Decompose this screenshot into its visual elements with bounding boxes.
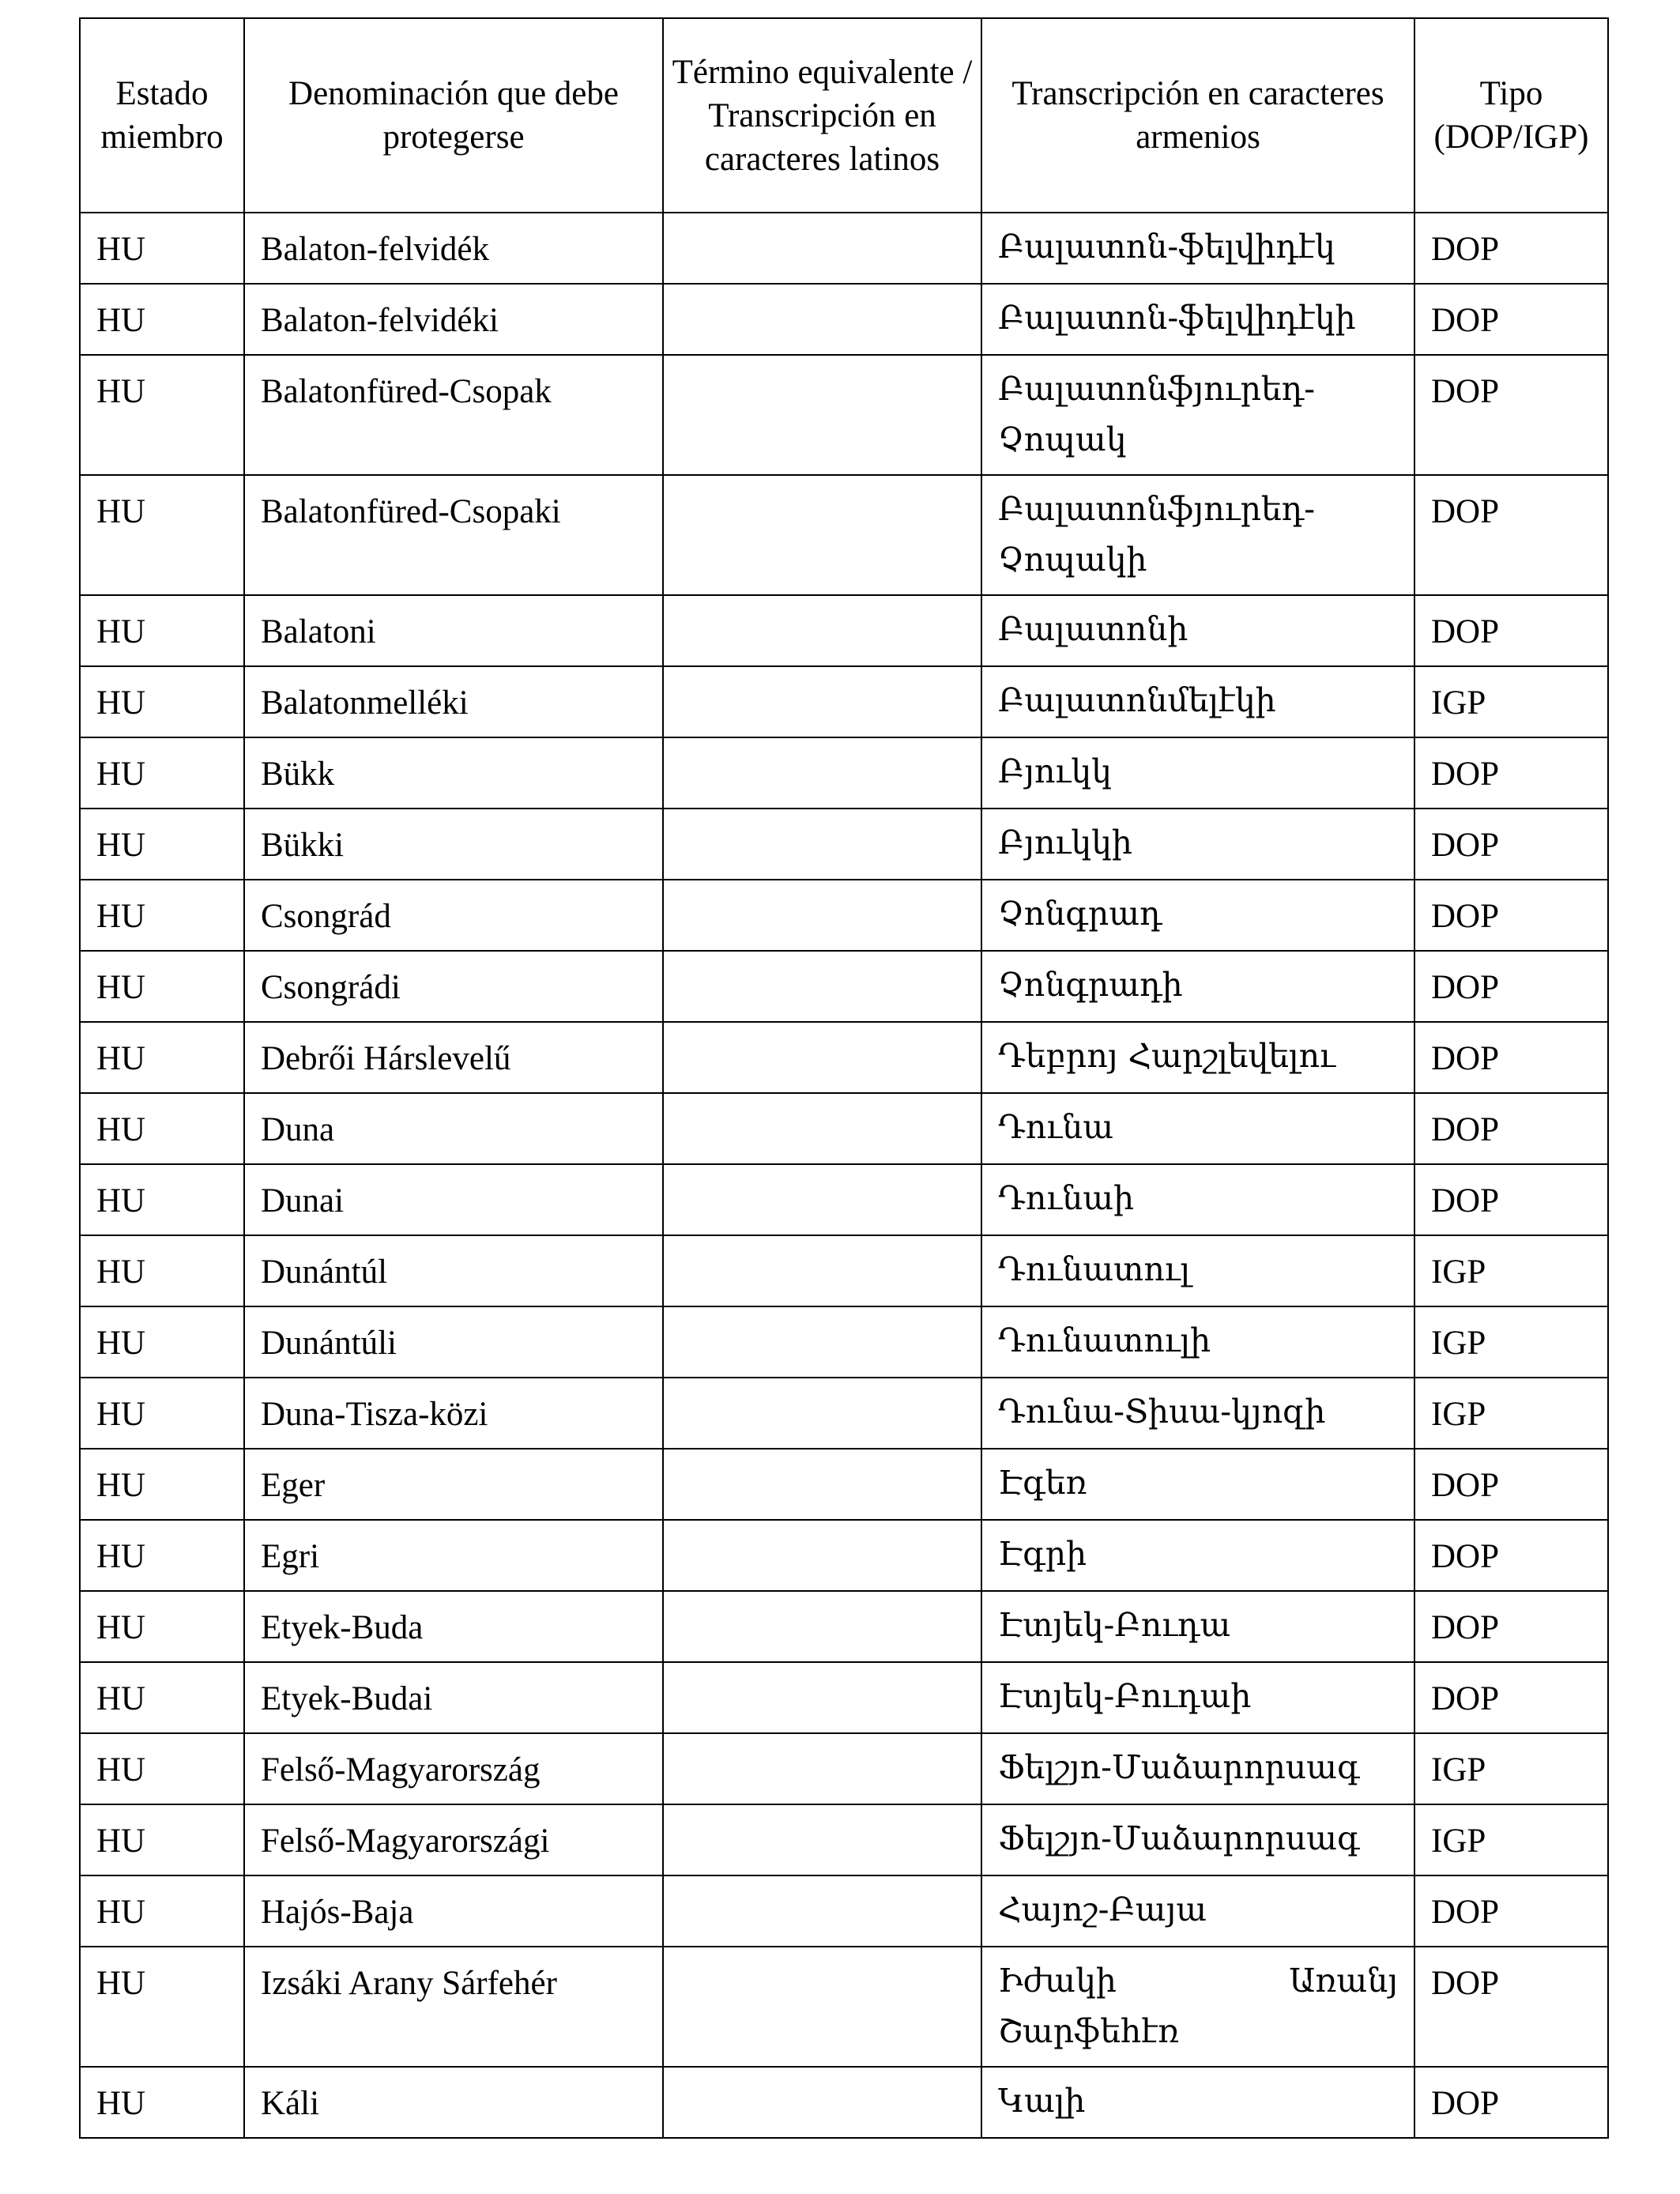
header-member-state: Estado miembro xyxy=(80,18,244,213)
cell-member-state: HU xyxy=(80,809,244,880)
cell-armenian-transcription: Էգրի xyxy=(981,1520,1414,1591)
header-armenian-transcription: Transcripción en caracteres armenios xyxy=(981,18,1414,213)
table-header xyxy=(80,18,1608,213)
cell-latin-equivalent xyxy=(663,1520,981,1591)
cell-latin-equivalent xyxy=(663,1662,981,1733)
table-row xyxy=(80,1093,1608,1164)
cell-type: DOP xyxy=(1414,2067,1608,2138)
cell-latin-equivalent xyxy=(663,1804,981,1875)
cell-type: DOP xyxy=(1414,1449,1608,1520)
cell-type: DOP xyxy=(1414,880,1608,951)
table-row xyxy=(80,1804,1608,1875)
header-designation: Denominación que debe protegerse xyxy=(244,18,663,213)
cell-latin-equivalent xyxy=(663,1378,981,1449)
cell-designation: Hajós-Baja xyxy=(244,1875,663,1947)
cell-member-state: HU xyxy=(80,1022,244,1093)
cell-designation: Felső-Magyarország xyxy=(244,1733,663,1804)
cell-member-state: HU xyxy=(80,2067,244,2138)
cell-type: DOP xyxy=(1414,1875,1608,1947)
header-type: Tipo (DOP/IGP) xyxy=(1414,18,1608,213)
header-row xyxy=(80,18,1608,213)
cell-type: IGP xyxy=(1414,1804,1608,1875)
cell-member-state: HU xyxy=(80,951,244,1022)
cell-armenian-transcription: Իժակի Առանյ Շարֆեհէռ xyxy=(981,1947,1414,2067)
cell-armenian-transcription: Դունատուլի xyxy=(981,1306,1414,1378)
cell-designation: Etyek-Budai xyxy=(244,1662,663,1733)
cell-designation: Csongrádi xyxy=(244,951,663,1022)
cell-armenian-transcription: Կալի xyxy=(981,2067,1414,2138)
cell-latin-equivalent xyxy=(663,1306,981,1378)
cell-member-state: HU xyxy=(80,737,244,809)
cell-type: DOP xyxy=(1414,213,1608,284)
cell-member-state: HU xyxy=(80,1662,244,1733)
cell-member-state: HU xyxy=(80,1449,244,1520)
table-row xyxy=(80,1022,1608,1093)
table-row xyxy=(80,1449,1608,1520)
cell-armenian-transcription: Դեբրոյ Հարշլեվելու xyxy=(981,1022,1414,1093)
cell-designation: Dunántúli xyxy=(244,1306,663,1378)
cell-armenian-transcription: Բալատոնֆյուրեդ-Չոպակի xyxy=(981,475,1414,595)
table-row xyxy=(80,595,1608,666)
table-row xyxy=(80,880,1608,951)
cell-type: IGP xyxy=(1414,666,1608,737)
table-row xyxy=(80,1378,1608,1449)
cell-type: DOP xyxy=(1414,737,1608,809)
cell-armenian-transcription: Բալատոնի xyxy=(981,595,1414,666)
cell-member-state: HU xyxy=(80,475,244,595)
cell-designation: Balaton-felvidék xyxy=(244,213,663,284)
cell-latin-equivalent xyxy=(663,2067,981,2138)
cell-latin-equivalent xyxy=(663,737,981,809)
cell-member-state: HU xyxy=(80,1591,244,1662)
cell-armenian-transcription: Դունա-Տիսա-կյոզի xyxy=(981,1378,1414,1449)
cell-member-state: HU xyxy=(80,880,244,951)
cell-member-state: HU xyxy=(80,1093,244,1164)
cell-latin-equivalent xyxy=(663,213,981,284)
cell-member-state: HU xyxy=(80,213,244,284)
cell-designation: Káli xyxy=(244,2067,663,2138)
table-row xyxy=(80,1164,1608,1235)
cell-armenian-transcription: Դունաի xyxy=(981,1164,1414,1235)
cell-designation: Eger xyxy=(244,1449,663,1520)
cell-member-state: HU xyxy=(80,595,244,666)
cell-armenian-transcription: Բյուկկ xyxy=(981,737,1414,809)
table-row xyxy=(80,1306,1608,1378)
table-row xyxy=(80,951,1608,1022)
cell-member-state: HU xyxy=(80,1733,244,1804)
cell-armenian-transcription: Բալատոնֆյուրեդ-Չոպակ xyxy=(981,355,1414,475)
cell-latin-equivalent xyxy=(663,284,981,355)
table-row xyxy=(80,2067,1608,2138)
cell-armenian-transcription: Ֆելշյո-Մաձարորսագ xyxy=(981,1733,1414,1804)
cell-type: DOP xyxy=(1414,1520,1608,1591)
cell-armenian-transcription: Բյուկկի xyxy=(981,809,1414,880)
cell-latin-equivalent xyxy=(663,1947,981,2067)
cell-latin-equivalent xyxy=(663,809,981,880)
cell-type: DOP xyxy=(1414,1591,1608,1662)
cell-type: DOP xyxy=(1414,1022,1608,1093)
protected-designations-table xyxy=(79,17,1609,2139)
cell-designation: Debrői Hárslevelű xyxy=(244,1022,663,1093)
table-row xyxy=(80,1520,1608,1591)
cell-type: IGP xyxy=(1414,1306,1608,1378)
cell-member-state: HU xyxy=(80,284,244,355)
cell-latin-equivalent xyxy=(663,595,981,666)
cell-member-state: HU xyxy=(80,666,244,737)
cell-designation: Duna xyxy=(244,1093,663,1164)
cell-type: DOP xyxy=(1414,355,1608,475)
table-row xyxy=(80,213,1608,284)
cell-member-state: HU xyxy=(80,355,244,475)
cell-designation: Felső-Magyarországi xyxy=(244,1804,663,1875)
cell-type: DOP xyxy=(1414,1164,1608,1235)
cell-designation: Balatonfüred-Csopak xyxy=(244,355,663,475)
cell-type: DOP xyxy=(1414,951,1608,1022)
cell-armenian-transcription: Բալատոնմելէկի xyxy=(981,666,1414,737)
cell-armenian-transcription: Բալատոն-ֆելվիդէկ xyxy=(981,213,1414,284)
cell-latin-equivalent xyxy=(663,1164,981,1235)
cell-latin-equivalent xyxy=(663,1093,981,1164)
cell-designation: Balatonmelléki xyxy=(244,666,663,737)
table-row xyxy=(80,737,1608,809)
cell-latin-equivalent xyxy=(663,1235,981,1306)
cell-type: DOP xyxy=(1414,809,1608,880)
table-row xyxy=(80,1591,1608,1662)
cell-designation: Duna-Tisza-közi xyxy=(244,1378,663,1449)
cell-latin-equivalent xyxy=(663,1591,981,1662)
cell-designation: Izsáki Arany Sárfehér xyxy=(244,1947,663,2067)
cell-armenian-transcription: Հայոշ-Բայա xyxy=(981,1875,1414,1947)
cell-type: DOP xyxy=(1414,1947,1608,2067)
table-row xyxy=(80,1235,1608,1306)
cell-type: IGP xyxy=(1414,1235,1608,1306)
cell-type: DOP xyxy=(1414,595,1608,666)
table-row xyxy=(80,1875,1608,1947)
table-row xyxy=(80,475,1608,595)
cell-type: DOP xyxy=(1414,284,1608,355)
cell-designation: Dunántúl xyxy=(244,1235,663,1306)
cell-armenian-transcription: Դունատուլ xyxy=(981,1235,1414,1306)
cell-designation: Egri xyxy=(244,1520,663,1591)
table-row xyxy=(80,666,1608,737)
table-row xyxy=(80,355,1608,475)
cell-armenian-transcription: Էտյեկ-Բուդաի xyxy=(981,1662,1414,1733)
cell-latin-equivalent xyxy=(663,1875,981,1947)
cell-designation: Etyek-Buda xyxy=(244,1591,663,1662)
table-row xyxy=(80,1947,1608,2067)
cell-type: IGP xyxy=(1414,1733,1608,1804)
cell-armenian-transcription: Չոնգրադ xyxy=(981,880,1414,951)
cell-member-state: HU xyxy=(80,1306,244,1378)
cell-type: DOP xyxy=(1414,1093,1608,1164)
table-row xyxy=(80,284,1608,355)
cell-designation: Balaton-felvidéki xyxy=(244,284,663,355)
cell-type: IGP xyxy=(1414,1378,1608,1449)
cell-latin-equivalent xyxy=(663,1449,981,1520)
cell-member-state: HU xyxy=(80,1875,244,1947)
cell-latin-equivalent xyxy=(663,1022,981,1093)
cell-member-state: HU xyxy=(80,1520,244,1591)
cell-designation: Csongrád xyxy=(244,880,663,951)
cell-member-state: HU xyxy=(80,1947,244,2067)
cell-latin-equivalent xyxy=(663,1733,981,1804)
cell-armenian-transcription: Էգեռ xyxy=(981,1449,1414,1520)
cell-member-state: HU xyxy=(80,1804,244,1875)
cell-type: DOP xyxy=(1414,1662,1608,1733)
cell-armenian-transcription: Դունա xyxy=(981,1093,1414,1164)
cell-designation: Balatonfüred-Csopaki xyxy=(244,475,663,595)
cell-latin-equivalent xyxy=(663,475,981,595)
cell-designation: Bükki xyxy=(244,809,663,880)
cell-member-state: HU xyxy=(80,1378,244,1449)
cell-latin-equivalent xyxy=(663,951,981,1022)
header-latin-equivalent: Término equivalente / Transcripción en caracteres latinos xyxy=(663,18,981,213)
cell-latin-equivalent xyxy=(663,880,981,951)
cell-member-state: HU xyxy=(80,1235,244,1306)
table-body xyxy=(80,213,1608,2138)
table-row xyxy=(80,809,1608,880)
cell-designation: Balatoni xyxy=(244,595,663,666)
cell-designation: Bükk xyxy=(244,737,663,809)
cell-armenian-transcription: Բալատոն-ֆելվիդէկի xyxy=(981,284,1414,355)
cell-type: DOP xyxy=(1414,475,1608,595)
cell-armenian-transcription: Ֆելշյո-Մաձարորսագ xyxy=(981,1804,1414,1875)
cell-armenian-transcription: Չոնգրադի xyxy=(981,951,1414,1022)
cell-designation: Dunai xyxy=(244,1164,663,1235)
cell-latin-equivalent xyxy=(663,666,981,737)
table-row xyxy=(80,1733,1608,1804)
cell-member-state: HU xyxy=(80,1164,244,1235)
cell-armenian-transcription: Էտյեկ-Բուդա xyxy=(981,1591,1414,1662)
table-row xyxy=(80,1662,1608,1733)
cell-latin-equivalent xyxy=(663,355,981,475)
